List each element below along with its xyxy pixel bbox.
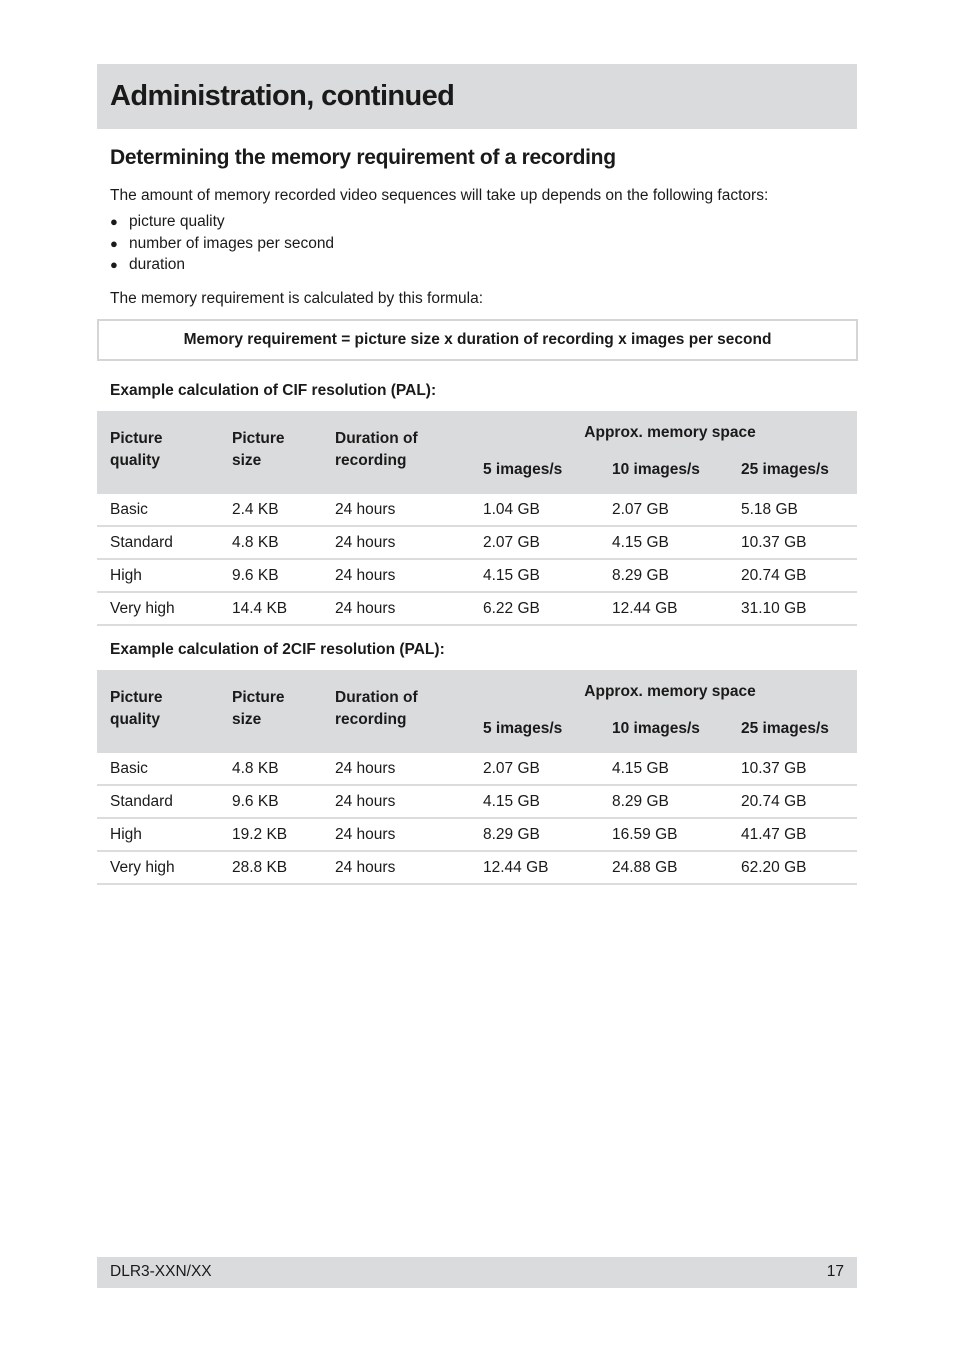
cell-5-images: 12.44 GB bbox=[483, 851, 612, 884]
cell-25-images: 5.18 GB bbox=[741, 494, 857, 526]
cell-quality: Basic bbox=[97, 753, 232, 785]
cell-25-images: 41.47 GB bbox=[741, 818, 857, 851]
bullet-icon: ● bbox=[110, 235, 118, 251]
cell-quality: Very high bbox=[97, 592, 232, 625]
model-code: DLR3-XXN/XX bbox=[110, 1263, 212, 1280]
header-5-images: 5 images/s bbox=[483, 720, 563, 737]
page-title: Administration, continued bbox=[110, 80, 455, 112]
list-item bbox=[110, 211, 334, 233]
cell-10-images: 8.29 GB bbox=[612, 785, 741, 818]
cell-5-images: 4.15 GB bbox=[483, 559, 612, 592]
factors-list bbox=[110, 211, 334, 276]
cell-size: 2.4 KB bbox=[232, 494, 335, 526]
header-picture-quality: Picture quality bbox=[110, 689, 163, 728]
table-row bbox=[97, 818, 857, 851]
cell-10-images: 2.07 GB bbox=[612, 494, 741, 526]
table-row bbox=[97, 785, 857, 818]
cell-size: 19.2 KB bbox=[232, 818, 335, 851]
cell-10-images: 12.44 GB bbox=[612, 592, 741, 625]
cell-duration: 24 hours bbox=[335, 818, 483, 851]
cell-duration: 24 hours bbox=[335, 851, 483, 884]
header-picture-size: Picture size bbox=[232, 689, 285, 728]
cell-5-images: 8.29 GB bbox=[483, 818, 612, 851]
section-title: Determining the memory requirement of a recording bbox=[110, 146, 616, 169]
table-row bbox=[97, 526, 857, 559]
formula-intro: The memory requirement is calculated by this formula: bbox=[110, 290, 484, 307]
cell-25-images: 10.37 GB bbox=[741, 526, 857, 559]
cell-size: 14.4 KB bbox=[232, 592, 335, 625]
header-25-images: 25 images/s bbox=[741, 720, 829, 737]
list-item bbox=[110, 233, 334, 255]
cell-size: 28.8 KB bbox=[232, 851, 335, 884]
cell-5-images: 1.04 GB bbox=[483, 494, 612, 526]
cell-size: 4.8 KB bbox=[232, 753, 335, 785]
cell-5-images: 2.07 GB bbox=[483, 753, 612, 785]
cell-10-images: 24.88 GB bbox=[612, 851, 741, 884]
header-25-images: 25 images/s bbox=[741, 461, 829, 478]
cell-duration: 24 hours bbox=[335, 526, 483, 559]
cell-size: 9.6 KB bbox=[232, 785, 335, 818]
header-10-images: 10 images/s bbox=[612, 461, 700, 478]
page-number: 17 bbox=[826, 1263, 844, 1280]
cell-25-images: 31.10 GB bbox=[741, 592, 857, 625]
intro-paragraph: The amount of memory recorded video sequences will take up depends on the following factors: bbox=[110, 187, 769, 204]
header-memory-space: Approx. memory space bbox=[584, 683, 756, 700]
cell-quality: High bbox=[97, 559, 232, 592]
cell-quality: Standard bbox=[97, 526, 232, 559]
table-row bbox=[97, 753, 857, 785]
bullet-icon: ● bbox=[110, 257, 118, 272]
cell-duration: 24 hours bbox=[335, 559, 483, 592]
list-item-text: picture quality bbox=[129, 213, 225, 230]
formula-box bbox=[97, 319, 858, 361]
cell-5-images: 4.15 GB bbox=[483, 785, 612, 818]
header-picture-quality: Picture quality bbox=[110, 430, 163, 469]
cell-quality: Very high bbox=[97, 851, 232, 884]
header-10-images: 10 images/s bbox=[612, 720, 700, 737]
memory-table-2cif bbox=[97, 670, 857, 885]
table-row bbox=[97, 559, 857, 592]
table-row bbox=[97, 851, 857, 884]
cell-duration: 24 hours bbox=[335, 785, 483, 818]
cell-duration: 24 hours bbox=[335, 753, 483, 785]
cell-quality: High bbox=[97, 818, 232, 851]
header-duration: Duration of recording bbox=[335, 689, 418, 728]
formula-text: Memory requirement = picture size x duration of recording x images per second bbox=[183, 331, 772, 348]
table-row bbox=[97, 494, 857, 526]
page-footer bbox=[97, 1257, 857, 1288]
cell-25-images: 10.37 GB bbox=[741, 753, 857, 785]
cell-25-images: 20.74 GB bbox=[741, 785, 857, 818]
cell-25-images: 20.74 GB bbox=[741, 559, 857, 592]
header-picture-size: Picture size bbox=[232, 430, 285, 469]
example-title-2cif: Example calculation of 2CIF resolution (PAL): bbox=[110, 641, 445, 658]
list-item-text: number of images per second bbox=[129, 234, 335, 252]
list-item-text: duration bbox=[129, 256, 186, 273]
cell-quality: Standard bbox=[97, 785, 232, 818]
example-title-cif: Example calculation of CIF resolution (PAL): bbox=[110, 382, 437, 399]
cell-size: 9.6 KB bbox=[232, 559, 335, 592]
header-memory-space: Approx. memory space bbox=[584, 424, 756, 441]
cell-size: 4.8 KB bbox=[232, 526, 335, 559]
cell-25-images: 62.20 GB bbox=[741, 851, 857, 884]
cell-5-images: 2.07 GB bbox=[483, 526, 612, 559]
cell-10-images: 8.29 GB bbox=[612, 559, 741, 592]
cell-10-images: 4.15 GB bbox=[612, 526, 741, 559]
cell-10-images: 16.59 GB bbox=[612, 818, 741, 851]
memory-table-cif bbox=[97, 411, 857, 626]
header-5-images: 5 images/s bbox=[483, 461, 563, 478]
page-header-bar bbox=[97, 64, 857, 129]
table-row bbox=[97, 592, 857, 625]
cell-5-images: 6.22 GB bbox=[483, 592, 612, 625]
cell-10-images: 4.15 GB bbox=[612, 753, 741, 785]
cell-duration: 24 hours bbox=[335, 494, 483, 526]
cell-quality: Basic bbox=[97, 494, 232, 526]
cell-duration: 24 hours bbox=[335, 592, 483, 625]
header-duration: Duration of recording bbox=[335, 430, 418, 469]
bullet-icon: ● bbox=[110, 214, 118, 229]
list-item bbox=[110, 254, 334, 276]
